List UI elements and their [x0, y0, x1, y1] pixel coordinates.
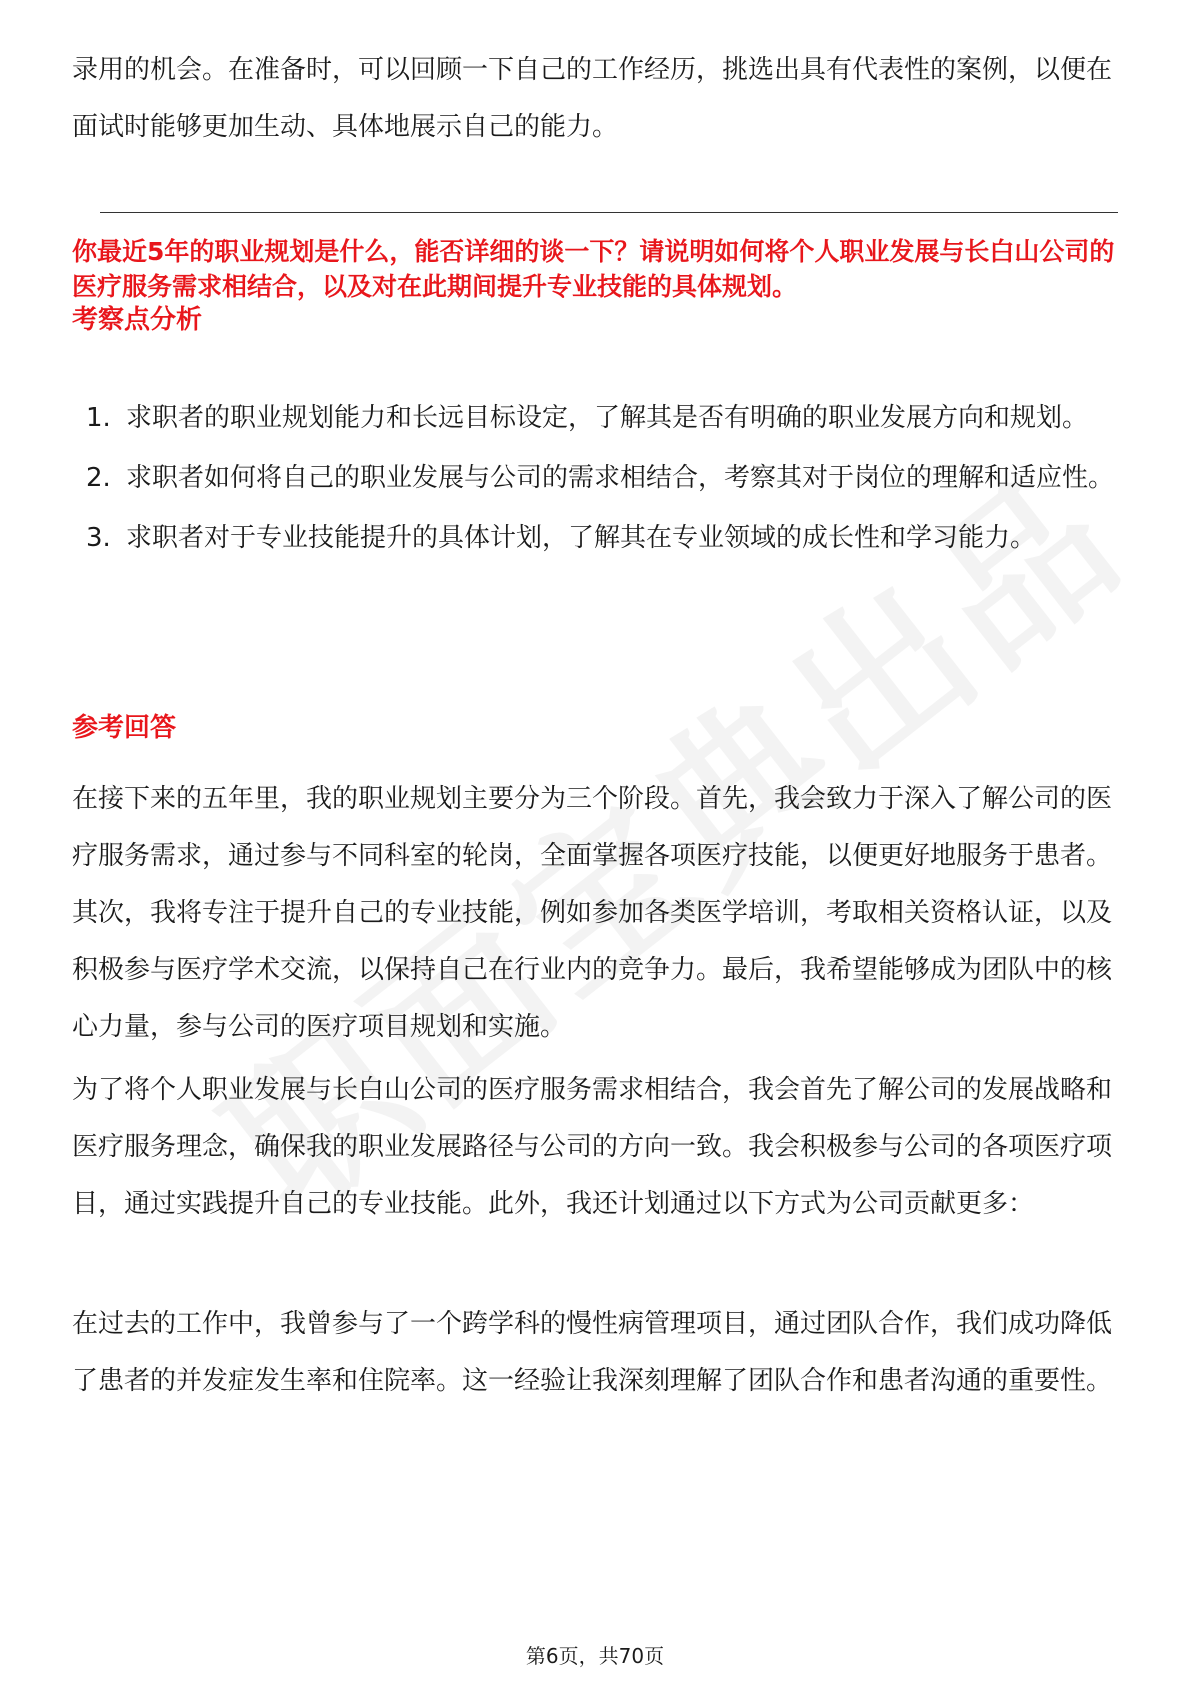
- section-divider: [100, 212, 1118, 213]
- answer-heading: 参考回答: [72, 713, 177, 743]
- list-number: 2.: [86, 463, 111, 493]
- analysis-item-text: 求职者对于专业技能提升的具体计划，了解其在专业领域的成长性和学习能力。: [126, 523, 1037, 553]
- answer-paragraph: 为了将个人职业发展与长白山公司的医疗服务需求相结合，我会首先了解公司的发展战略和医疗服务理念，确保我的职业发展路径与公司的方向一致。我会积极参与公司的各项医疗项目，通过实践提升自己的专业技能。此外，我还计划通过以下方式为公司贡献更多：: [72, 1075, 1113, 1219]
- analysis-item: [72, 510, 1118, 567]
- page-number: 第6页，共70页: [525, 1644, 665, 1668]
- intro-paragraph: 录用的机会。在准备时，可以回顾一下自己的工作经历，挑选出具有代表性的案例，以便在面试时能够更加生动、具体地展示自己的能力。: [72, 55, 1113, 142]
- analysis-item: [72, 450, 1118, 507]
- analysis-item-text: 求职者如何将自己的职业发展与公司的需求相结合，考察其对于岗位的理解和适应性。: [126, 463, 1115, 493]
- analysis-item-text: 求职者的职业规划能力和长远目标设定，了解其是否有明确的职业发展方向和规划。: [126, 403, 1089, 433]
- list-number: 1.: [86, 403, 111, 433]
- list-number: 3.: [86, 523, 111, 553]
- interview-question: 你最近5年的职业规划是什么，能否详细的谈一下？请说明如何将个人职业发展与长白山公司的医疗服务需求相结合，以及对在此期间提升专业技能的具体规划。: [72, 237, 1115, 301]
- answer-paragraph: 在接下来的五年里，我的职业规划主要分为三个阶段。首先，我会致力于深入了解公司的医疗服务需求，通过参与不同科室的轮岗，全面掌握各项医疗技能，以便更好地服务于患者。其次，我将专注于提升自己的专业技能，例如参加各类医学培训，考取相关资格认证，以及积极参与医疗学术交流，以保持自己在行业内的竞争力。最后，我希望能够成为团队中的核心力量，参与公司的医疗项目规划和实施。: [72, 784, 1113, 1042]
- analysis-item: [72, 390, 1118, 447]
- analysis-heading: 考察点分析: [72, 305, 203, 335]
- answer-paragraph: 在过去的工作中，我曾参与了一个跨学科的慢性病管理项目，通过团队合作，我们成功降低了患者的并发症发生率和住院率。这一经验让我深刻理解了团队合作和患者沟通的重要性。: [72, 1309, 1113, 1396]
- analysis-list: [72, 390, 1118, 570]
